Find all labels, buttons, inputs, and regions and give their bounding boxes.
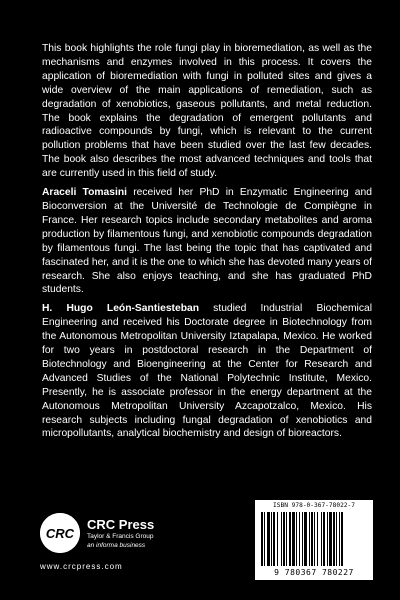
publisher-name: CRC Press — [87, 517, 155, 532]
logo-text: CRC — [45, 526, 75, 541]
publisher-tagline: an informa business — [87, 542, 146, 549]
crc-logo-icon — [40, 513, 80, 553]
barcode — [255, 500, 373, 580]
back-cover-text — [42, 42, 372, 446]
barcode-bars — [259, 512, 369, 568]
isbn-label: ISBN 978-0-367-78022-7 — [273, 502, 355, 509]
publisher-group: Taylor & Francis Group — [87, 533, 154, 540]
author-name: H. Hugo León-Santiesteban — [42, 303, 200, 315]
author-bio-leon: H. Hugo León-Santiesteban studied Industrial Biochemical Engineering and received his Doctorate degree in Biotechnology from the Autonomous Metropolitan University Iztapalapa, Mexico. He worked for two years in postdoctoral research in the Department of Biotechnology and Bioengineering at the Center for Research and Advanced Studies of the National Polytechnic Institute, Mexico. Presently, he is associate professor in the energy department at the Autonomous Metropolitan University Azcapotzalco, Mexico. His research subjects including fungal degradation of xenobiotics and micropollutants, analytical biochemistry and design of bioreactors. — [42, 303, 372, 440]
barcode-number: 9 780367 780227 — [274, 568, 354, 577]
author-bio-tomasini: Araceli Tomasini received her PhD in Enzymatic Engineering and Bioconversion at the Université de Technologie de Compiègne in France. Her research topics include secondary metabolites and aroma production by filamentous fungi, and xenobiotic compounds degradation by filamentous fungi. The last being the topic that has captivated and fascinated her, and it is the one to which she has devoted many years of research. She also enjoys teaching, and she has graduated PhD students. — [42, 187, 372, 296]
book-description: This book highlights the role fungi play in bioremediation, as well as the mechanisms and enzymes involved in this process. It covers the application of bioremediation with fungi in polluted sites and gives a wide overview of the main applications of remediation, such as degradation of xenobiotics, gaseous pollutants, and metal reduction. The book explains the degradation of emergent pollutants and radioactive compounds by fungi, which is relevant to the current pollution problems that have been studied over the last few decades. The book also describes the most advanced techniques and tools that are currently used in this field of study. — [42, 43, 372, 180]
publisher-url: www.crcpress.com — [40, 562, 123, 571]
author-name: Araceli Tomasini — [42, 187, 127, 199]
